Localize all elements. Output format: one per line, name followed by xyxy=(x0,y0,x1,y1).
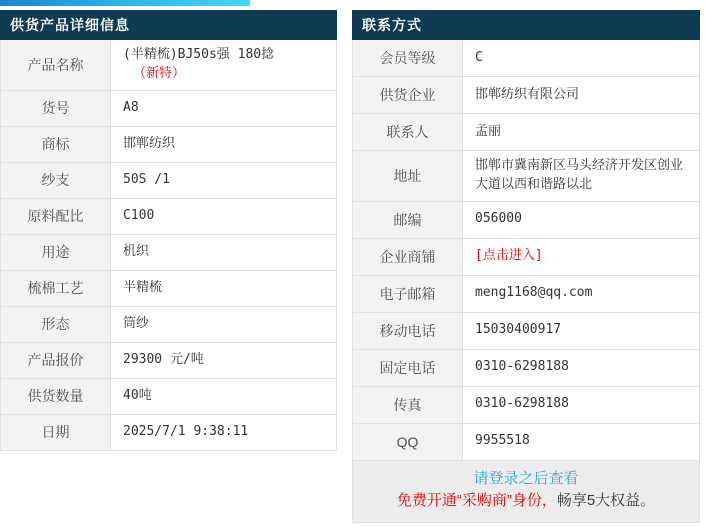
table-row xyxy=(353,424,699,461)
row-value-cell xyxy=(463,350,699,386)
row-label: 原料配比 xyxy=(1,199,111,234)
row-label: 固定电话 xyxy=(353,350,463,386)
row-value-cell xyxy=(111,199,336,234)
row-label: 电子邮箱 xyxy=(353,276,463,312)
row-label: 日期 xyxy=(1,415,111,450)
table-row xyxy=(1,91,336,127)
row-value: 筒纱 xyxy=(123,315,150,331)
row-value-cell xyxy=(111,127,336,162)
table-row xyxy=(353,387,699,424)
row-value: 0310-6298188 xyxy=(475,359,569,375)
new-special-badge: （新特） xyxy=(133,65,186,81)
contact-footer xyxy=(353,461,699,523)
top-banner-edge xyxy=(0,0,250,6)
table-row xyxy=(1,40,336,91)
table-row xyxy=(353,350,699,387)
table-row xyxy=(353,239,699,276)
row-value-cell xyxy=(111,415,336,450)
row-value: C100 xyxy=(123,207,155,223)
product-panel-title: 供货产品详细信息 xyxy=(0,10,337,40)
row-value-cell xyxy=(111,40,336,90)
row-label: 地址 xyxy=(353,151,463,201)
row-value: 邯郸纺织 xyxy=(123,135,176,151)
table-row xyxy=(1,271,336,307)
table-row xyxy=(353,202,699,239)
row-value-cell xyxy=(463,313,699,349)
table-row xyxy=(1,343,336,379)
row-value: 29300 元/吨 xyxy=(123,351,204,367)
product-detail-panel xyxy=(0,10,337,523)
row-value-cell xyxy=(463,387,699,423)
row-value-cell xyxy=(463,276,699,312)
row-value-cell xyxy=(111,91,336,126)
row-label: 传真 xyxy=(353,387,463,423)
row-label: 梳棉工艺 xyxy=(1,271,111,306)
row-label: 邮编 xyxy=(353,202,463,238)
row-value-cell xyxy=(111,379,336,414)
row-value-cell xyxy=(111,235,336,270)
row-value-cell xyxy=(463,114,699,150)
row-value: 孟丽 xyxy=(475,123,502,139)
row-value: 50S /1 xyxy=(123,171,170,187)
row-value-cell xyxy=(111,163,336,198)
row-label: 货号 xyxy=(1,91,111,126)
row-value-cell xyxy=(463,202,699,238)
table-row xyxy=(1,199,336,235)
row-value-cell xyxy=(463,151,699,201)
row-value: 9955518 xyxy=(475,433,530,449)
row-value: 邯郸纺织有限公司 xyxy=(475,86,580,102)
row-value: 邯郸市冀南新区马头经济开发区创业大道以西和谐路以北 xyxy=(475,158,684,192)
table-row xyxy=(353,114,699,151)
content-area xyxy=(0,10,700,523)
table-row xyxy=(1,127,336,163)
contact-table xyxy=(352,40,700,461)
row-label: 会员等级 xyxy=(353,40,463,76)
row-label: 供货企业 xyxy=(353,77,463,113)
promo-benefits-text: 畅享5大权益。 xyxy=(556,492,656,510)
promo-open-buyer-text: 免费开通“采购商”身份， xyxy=(396,492,557,510)
shop-enter-link[interactable]: [点击进入] xyxy=(475,248,543,264)
row-value: 0310-6298188 xyxy=(475,396,569,412)
contact-panel xyxy=(352,10,700,523)
table-row xyxy=(353,77,699,114)
row-label: 联系人 xyxy=(353,114,463,150)
login-to-view-link[interactable]: 请登录之后查看 xyxy=(473,469,579,487)
row-value-cell xyxy=(463,77,699,113)
row-value-cell xyxy=(463,239,699,275)
row-value: C xyxy=(475,49,483,65)
row-value-cell xyxy=(463,424,699,460)
table-row xyxy=(353,40,699,77)
row-value: (半精梳)BJ50s强 180捻 xyxy=(123,47,275,62)
table-row xyxy=(1,415,336,451)
row-label: 产品名称 xyxy=(1,40,111,90)
table-row xyxy=(353,313,699,350)
table-row xyxy=(353,276,699,313)
table-row xyxy=(1,307,336,343)
row-value-cell xyxy=(111,343,336,378)
row-value: 056000 xyxy=(475,211,522,227)
row-value: A8 xyxy=(123,99,139,115)
table-row xyxy=(353,151,699,202)
row-label: 移动电话 xyxy=(353,313,463,349)
contact-panel-title: 联系方式 xyxy=(352,10,700,40)
row-value: 40吨 xyxy=(123,387,152,403)
row-label: 产品报价 xyxy=(1,343,111,378)
row-label: QQ xyxy=(353,424,463,460)
row-value: 机织 xyxy=(123,243,150,259)
row-label: 用途 xyxy=(1,235,111,270)
row-value: 半精梳 xyxy=(123,279,163,295)
row-value: 2025/7/1 9:38:11 xyxy=(123,423,249,439)
table-row xyxy=(1,379,336,415)
buyer-promo-text xyxy=(357,490,695,513)
row-value-cell xyxy=(463,40,699,76)
row-label: 纱支 xyxy=(1,163,111,198)
row-value-cell xyxy=(111,271,336,306)
row-label: 形态 xyxy=(1,307,111,342)
table-row xyxy=(1,235,336,271)
product-detail-table xyxy=(0,40,337,451)
row-value: meng1168@qq.com xyxy=(475,285,593,301)
table-row xyxy=(1,163,336,199)
row-value-cell xyxy=(111,307,336,342)
row-value: 15030400917 xyxy=(475,322,562,338)
row-label: 商标 xyxy=(1,127,111,162)
row-label: 供货数量 xyxy=(1,379,111,414)
row-label: 企业商铺 xyxy=(353,239,463,275)
